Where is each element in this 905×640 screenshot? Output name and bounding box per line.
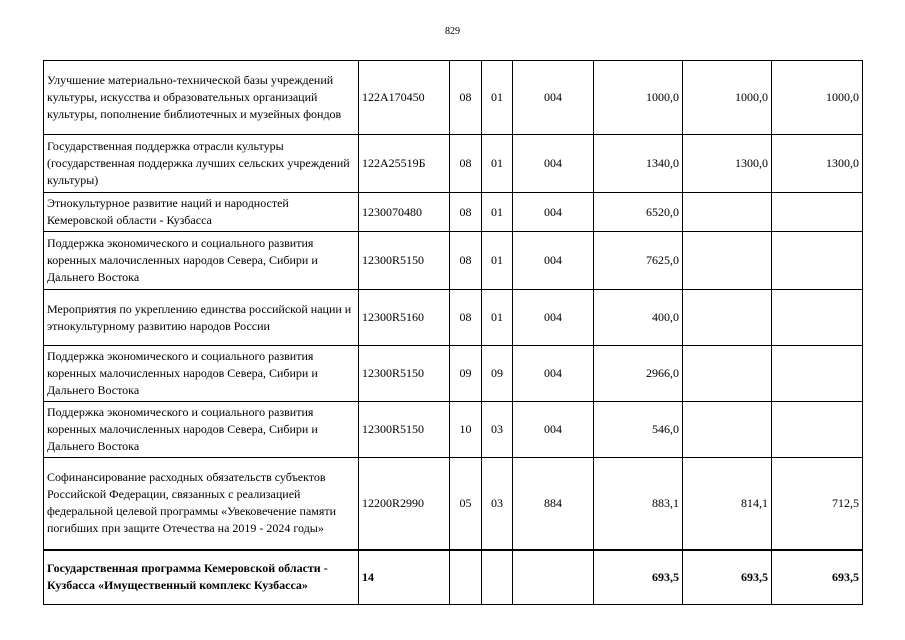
row-name: Софинансирование расходных обязательств субъектов Российской Федерации, связанных с реализацией федеральной целевой программы «Увековечение памяти погибших при защите Отечества на 2019 - 2024 годы»: [44, 458, 359, 550]
amount-year-1: 546,0: [594, 402, 683, 458]
target-article-code: 12300R5150: [359, 346, 450, 402]
amount-year-1: 2966,0: [594, 346, 683, 402]
page-number: 829: [445, 26, 460, 37]
amount-year-3: [772, 193, 863, 232]
table-row: [44, 61, 863, 135]
section-code: 08: [450, 135, 482, 193]
amount-year-1: 1340,0: [594, 135, 683, 193]
amount-year-1: 693,5: [594, 550, 683, 605]
table-row: [44, 193, 863, 232]
table-row: [44, 290, 863, 346]
subsection-code: 03: [482, 402, 513, 458]
amount-year-2: [683, 402, 772, 458]
subsection-code: 01: [482, 290, 513, 346]
row-name: Улучшение материально-технической базы учреждений культуры, искусства и образовательных организаций культуры, пополнение библиотечных и музейных фондов: [44, 61, 359, 135]
expense-group-code: [513, 550, 594, 605]
table-row-program-total: [44, 550, 863, 605]
amount-year-3: [772, 346, 863, 402]
table-row: [44, 232, 863, 290]
expense-group-code: 004: [513, 290, 594, 346]
amount-year-2: 1000,0: [683, 61, 772, 135]
row-name: Государственная поддержка отрасли культуры (государственная поддержка лучших сельских учреждений культуры): [44, 135, 359, 193]
target-article-code: 12200R2990: [359, 458, 450, 550]
amount-year-3: 693,5: [772, 550, 863, 605]
table-row: [44, 135, 863, 193]
section-code: 05: [450, 458, 482, 550]
target-article-code: 14: [359, 550, 450, 605]
subsection-code: 01: [482, 193, 513, 232]
subsection-code: 01: [482, 61, 513, 135]
amount-year-1: 400,0: [594, 290, 683, 346]
table-row: [44, 458, 863, 550]
row-name: Поддержка экономического и социального развития коренных малочисленных народов Севера, Сибири и Дальнего Востока: [44, 232, 359, 290]
amount-year-3: 1000,0: [772, 61, 863, 135]
table-row: [44, 346, 863, 402]
subsection-code: 01: [482, 232, 513, 290]
expense-group-code: 004: [513, 135, 594, 193]
amount-year-3: [772, 290, 863, 346]
row-name: Государственная программа Кемеровской области - Кузбасса «Имущественный комплекс Кузбасса»: [44, 550, 359, 605]
target-article-code: 12300R5150: [359, 402, 450, 458]
amount-year-1: 7625,0: [594, 232, 683, 290]
amount-year-1: 6520,0: [594, 193, 683, 232]
target-article-code: 122А170450: [359, 61, 450, 135]
table-body: [44, 61, 863, 605]
amount-year-3: 1300,0: [772, 135, 863, 193]
section-code: 10: [450, 402, 482, 458]
subsection-code: 01: [482, 135, 513, 193]
target-article-code: 12300R5160: [359, 290, 450, 346]
section-code: 08: [450, 290, 482, 346]
budget-table: [43, 60, 863, 605]
amount-year-2: [683, 290, 772, 346]
amount-year-1: 1000,0: [594, 61, 683, 135]
expense-group-code: 884: [513, 458, 594, 550]
expense-group-code: 004: [513, 193, 594, 232]
section-code: 08: [450, 232, 482, 290]
target-article-code: 12300R5150: [359, 232, 450, 290]
row-name: Поддержка экономического и социального развития коренных малочисленных народов Севера, Сибири и Дальнего Востока: [44, 402, 359, 458]
target-article-code: 122А25519Б: [359, 135, 450, 193]
row-name: Этнокультурное развитие наций и народностей Кемеровской области - Кузбасса: [44, 193, 359, 232]
amount-year-2: [683, 193, 772, 232]
amount-year-2: [683, 232, 772, 290]
expense-group-code: 004: [513, 346, 594, 402]
expense-group-code: 004: [513, 61, 594, 135]
section-code: 08: [450, 193, 482, 232]
amount-year-2: 1300,0: [683, 135, 772, 193]
section-code: 09: [450, 346, 482, 402]
subsection-code: 03: [482, 458, 513, 550]
amount-year-2: 693,5: [683, 550, 772, 605]
subsection-code: [482, 550, 513, 605]
amount-year-1: 883,1: [594, 458, 683, 550]
amount-year-3: [772, 232, 863, 290]
amount-year-3: [772, 402, 863, 458]
expense-group-code: 004: [513, 232, 594, 290]
row-name: Поддержка экономического и социального развития коренных малочисленных народов Севера, Сибири и Дальнего Востока: [44, 346, 359, 402]
section-code: 08: [450, 61, 482, 135]
subsection-code: 09: [482, 346, 513, 402]
amount-year-3: 712,5: [772, 458, 863, 550]
amount-year-2: 814,1: [683, 458, 772, 550]
target-article-code: 1230070480: [359, 193, 450, 232]
amount-year-2: [683, 346, 772, 402]
section-code: [450, 550, 482, 605]
expense-group-code: 004: [513, 402, 594, 458]
table-row: [44, 402, 863, 458]
row-name: Мероприятия по укреплению единства российской нации и этнокультурному развитию народов России: [44, 290, 359, 346]
